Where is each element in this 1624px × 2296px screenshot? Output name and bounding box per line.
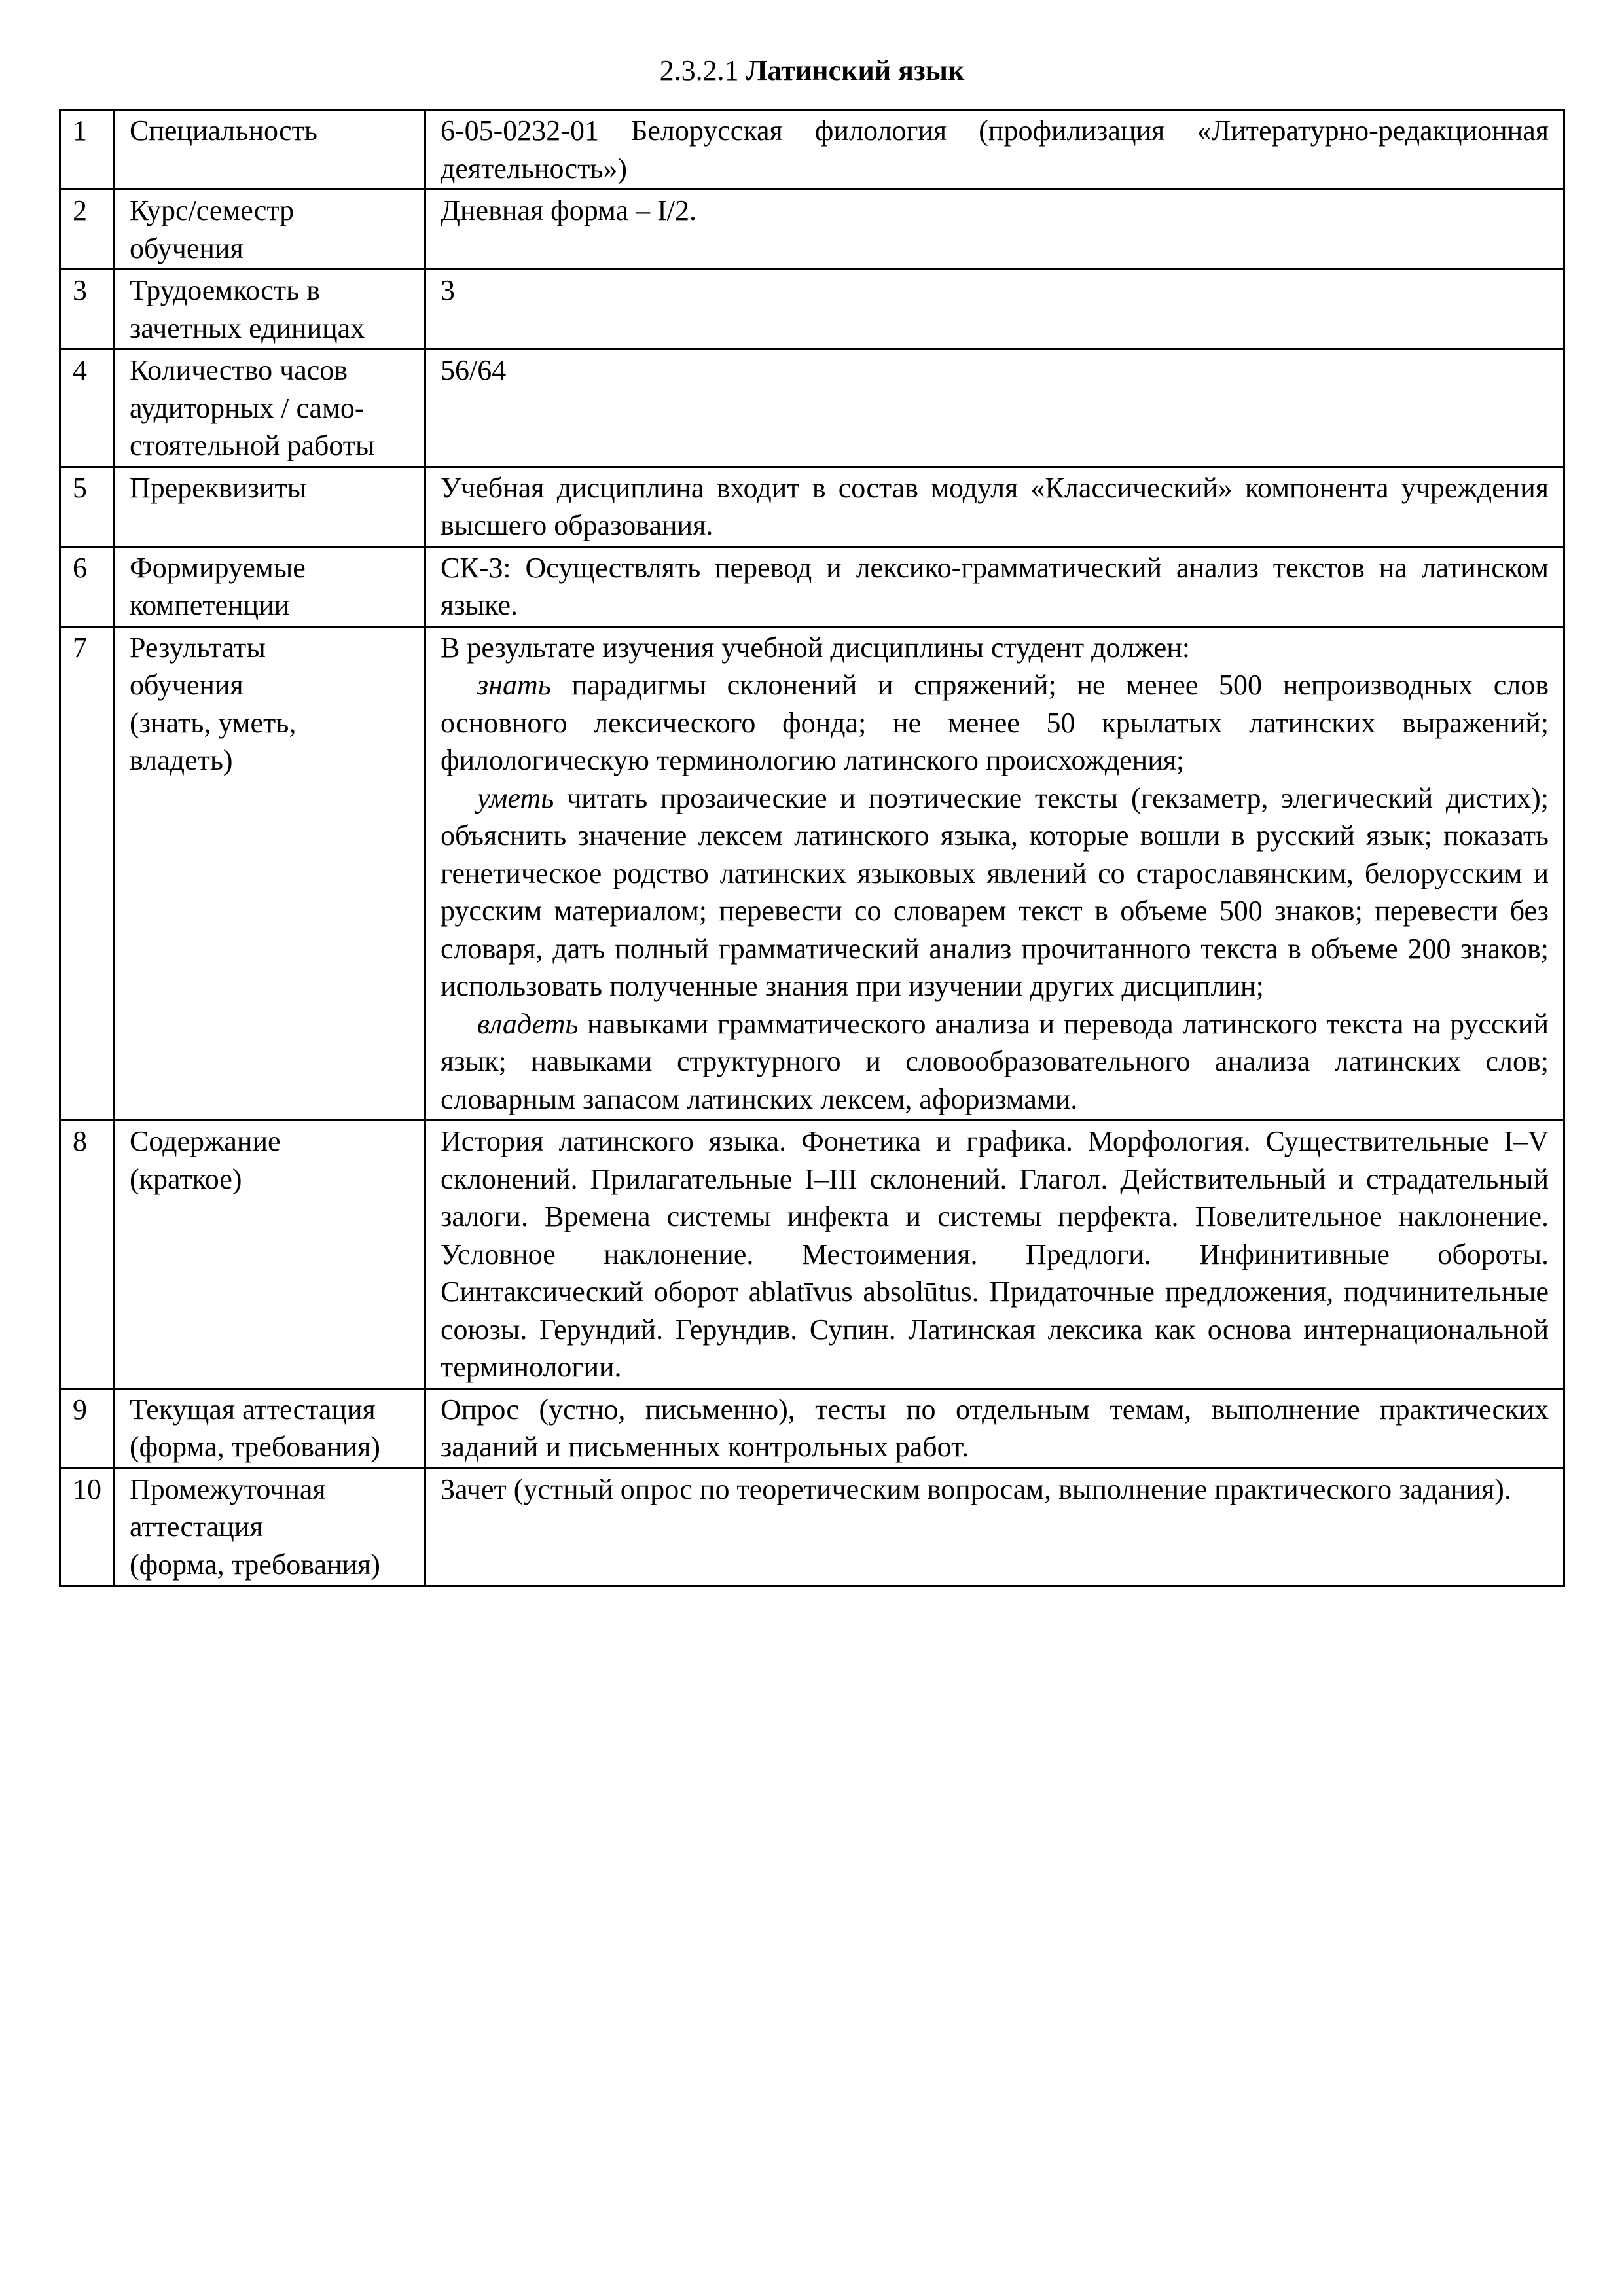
row-value: Зачет (устный опрос по теоретическим вопросам, выполнение практического задания).: [425, 1468, 1564, 1586]
row-number: 2: [60, 190, 115, 270]
row-value: СК-3: Осуществлять перевод и лексико-грамматический анализ текстов на латинском языке.: [425, 547, 1564, 626]
outcome-know-keyword: знать: [477, 669, 551, 701]
row-label-line: компетенции: [130, 589, 290, 621]
table-row: [60, 547, 1564, 626]
row-label-line: Курс/семестр: [130, 194, 295, 226]
row-label: [115, 547, 425, 626]
row-number: 8: [60, 1121, 115, 1389]
row-label-line: зачетных единицах: [130, 312, 365, 344]
outcome-know: [441, 666, 1549, 780]
row-number: 4: [60, 350, 115, 467]
table-row: [60, 270, 1564, 350]
row-label-line: Содержание: [130, 1125, 281, 1157]
row-value: История латинского языка. Фонетика и графика. Морфология. Существительные I–V склонений. Прилагательные I–III склонений. Глагол. Действительный и страдательный залоги. Времена системы инфекта и системы перфекта. Повелительное наклонение. Условное наклонение. Местоимения. Предлоги. Инфинитивные обороты. Синтаксический оборот ablatīvus absolūtus. Придаточные предложения, подчинительные союзы. Герундий. Герундив. Супин. Латинская лексика как основа интернациональной терминологии.: [425, 1121, 1564, 1389]
row-label-line: (знать, уметь,: [130, 706, 297, 739]
row-label: [115, 1121, 425, 1389]
row-value: 56/64: [425, 350, 1564, 467]
course-description-table: [59, 109, 1565, 1587]
outcome-can-keyword: уметь: [477, 781, 554, 814]
table-row: [60, 350, 1564, 467]
row-label: [115, 1388, 425, 1468]
row-number: 9: [60, 1388, 115, 1468]
row-label-line: обучения: [130, 232, 244, 264]
page-title: [0, 52, 1624, 89]
row-label: [115, 1468, 425, 1586]
table-row: [60, 467, 1564, 547]
row-label-line: Пререквизиты: [130, 471, 307, 504]
row-value: Опрос (устно, письменно), тесты по отдельным темам, выполнение практических заданий и письменных контрольных работ.: [425, 1388, 1564, 1468]
table-row: [60, 110, 1564, 190]
row-label-line: стоятельной работы: [130, 429, 375, 461]
row-label-line: Количество часов: [130, 354, 348, 386]
section-number: 2.3.2.1: [659, 54, 739, 86]
row-label-line: аттестация: [130, 1511, 263, 1543]
row-label-line: Трудоемкость в: [130, 274, 320, 306]
row-label: [115, 626, 425, 1121]
row-number: 10: [60, 1468, 115, 1586]
row-number: 7: [60, 626, 115, 1121]
outcome-master-keyword: владеть: [477, 1007, 579, 1040]
outcome-can-text: читать прозаические и поэтические тексты (гекзаметр, элегический дистих); объяснить значение лексем латинского языка, которые вошли в русский язык; показать генетическое родство латинских языковых явлений со старославянским, белорусским и русским материалом; перевести со словарем текст в объеме 500 знаков; перевести без словаря, дать полный грамматический анализ прочитанного текста в объеме 200 знаков; использовать полученные знания при изучении других дисциплин;: [441, 781, 1549, 1002]
row-label-line: Специальность: [130, 115, 317, 147]
row-number: 6: [60, 547, 115, 626]
row-value: Дневная форма – I/2.: [425, 190, 1564, 270]
table-row: [60, 1121, 1564, 1389]
row-label-line: (форма, требования): [130, 1548, 380, 1581]
row-value: [425, 626, 1564, 1121]
row-value: 6-05-0232-01 Белорусская филология (профилизация «Литературно-редакционная деятельность»): [425, 110, 1564, 190]
learning-outcomes-intro: В результате изучения учебной дисциплины студент должен:: [441, 631, 1191, 664]
row-label: [115, 190, 425, 270]
row-label-line: Результаты: [130, 631, 266, 664]
row-label-line: обучения: [130, 669, 244, 701]
row-number: 1: [60, 110, 115, 190]
outcome-master-text: навыками грамматического анализа и перевода латинского текста на русский язык; навыками структурного и словообразовательного анализа латинских слов; словарным запасом латинских лексем, афоризмами.: [441, 1007, 1549, 1115]
table-row: [60, 1468, 1564, 1586]
row-label-line: владеть): [130, 744, 233, 776]
outcome-master: [441, 1005, 1549, 1119]
row-label-line: Формируемые: [130, 551, 306, 584]
row-label-line: Текущая аттестация: [130, 1393, 376, 1426]
row-value: Учебная дисциплина входит в состав модуля «Классический» компонента учреждения высшего образования.: [425, 467, 1564, 547]
row-label: [115, 270, 425, 350]
row-label-line: (краткое): [130, 1162, 242, 1195]
row-value: 3: [425, 270, 1564, 350]
row-number: 3: [60, 270, 115, 350]
outcome-can: [441, 780, 1549, 1005]
row-label-line: (форма, требования): [130, 1431, 380, 1463]
table-row: [60, 626, 1564, 1121]
table-row: [60, 190, 1564, 270]
row-label: [115, 467, 425, 547]
outcome-know-text: парадигмы склонений и спряжений; не менее 500 непроизводных слов основного лексического фонда; не менее 50 крылатых латинских выражений; филологическую терминологию латинского происхождения;: [441, 669, 1549, 776]
row-label-line: аудиторных / само-: [130, 391, 365, 424]
row-label: [115, 350, 425, 467]
row-label: [115, 110, 425, 190]
discipline-name: Латинский язык: [746, 54, 965, 86]
row-label-line: Промежуточная: [130, 1473, 326, 1505]
row-number: 5: [60, 467, 115, 547]
table-row: [60, 1388, 1564, 1468]
